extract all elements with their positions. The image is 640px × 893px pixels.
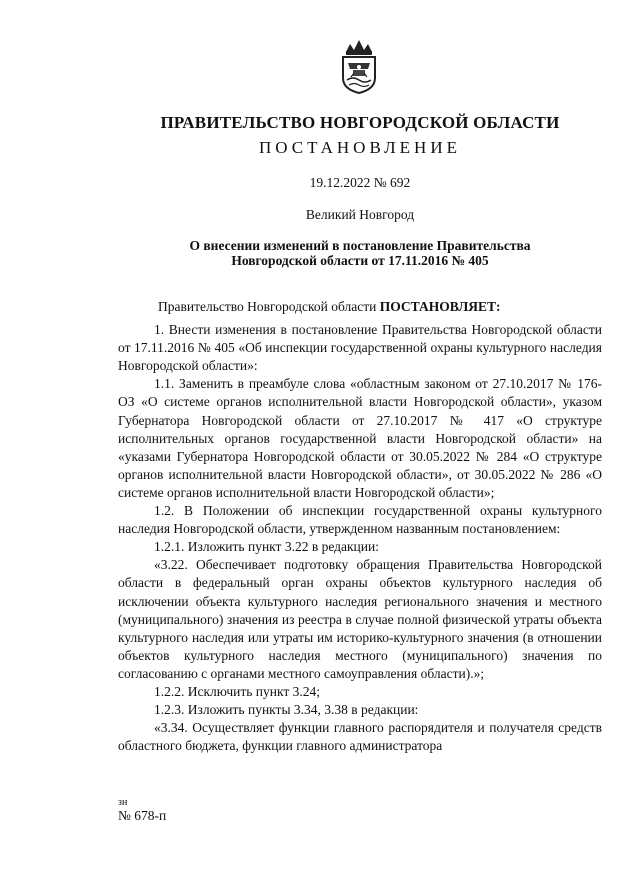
executor-initials: зн xyxy=(118,797,128,808)
subject-line-1: О внесении изменений в постановление Правительства xyxy=(189,238,531,253)
paragraph: 1.1. Заменить в преамбуле слова «областным законом от 27.10.2017 № 176-ОЗ «О системе органов исполнительной власти Новгородской области», указом Губернатора Новгородской области от 27.10.2017 № 417 «О структуре исполнительных органов государственной власти Новгородской области» на «указами Губернатора Новгородской области от 30.05.2022 № 284 «О структуре органов исполнительной власти Новгородской области», от 30.05.2022 № 286 «О системе органов исполнительной власти Новгородской области»; xyxy=(118,376,602,500)
paragraph: 1.2. В Положении об инспекции государственной охраны культурного наследия Новгородской области, утвержденном названным постановлением: xyxy=(118,503,602,537)
preamble-keyword: ПОСТАНОВЛЯЕТ: xyxy=(379,299,501,314)
preamble-text: Правительство Новгородской области xyxy=(158,299,380,314)
paragraph: «3.22. Обеспечивает подготовку обращения Правительства Новгородской области в федеральный орган охраны объектов культурного наследия об исключении объекта культурного наследия регионального значения и местного (муниципального) значения из реестра в случае полной физической утраты объекта культурного наследия или утраты им историко-культурного значения (в отношении объектов культурного наследия местного (муниципального) значения по согласованию с органами местного самоуправления области).»; xyxy=(118,557,602,681)
document-code: № 678-п xyxy=(118,808,167,823)
document-body xyxy=(118,298,602,755)
paragraph: 1.2.1. Изложить пункт 3.22 в редакции: xyxy=(154,539,379,555)
paragraph: «3.34. Осуществляет функции главного распорядителя и получателя средств областного бюджета, функции главного администратора xyxy=(118,720,602,754)
subject-line-2: Новгородской области от 17.11.2016 № 405 xyxy=(231,253,489,268)
preamble xyxy=(118,298,602,316)
city: Великий Новгород xyxy=(305,207,415,222)
paragraph: 1.2.3. Изложить пункты 3.34, 3.38 в редакции: xyxy=(154,702,419,718)
coat-of-arms-icon xyxy=(338,36,380,94)
date-and-number: 19.12.2022 № 692 xyxy=(309,175,411,190)
paragraph: 1.2.2. Исключить пункт 3.24; xyxy=(154,683,321,699)
document-type: ПОСТАНОВЛЕНИЕ xyxy=(258,138,461,157)
paragraph: 1. Внести изменения в постановление Правительства Новгородской области от 17.11.2016 № 405 «Об инспекции государственной охраны культурного наследия Новгородской области»: xyxy=(118,322,602,374)
government-title: ПРАВИТЕЛЬСТВО НОВГОРОДСКОЙ ОБЛАСТИ xyxy=(160,113,560,132)
document-footer xyxy=(118,797,166,823)
document-subject xyxy=(0,238,640,268)
